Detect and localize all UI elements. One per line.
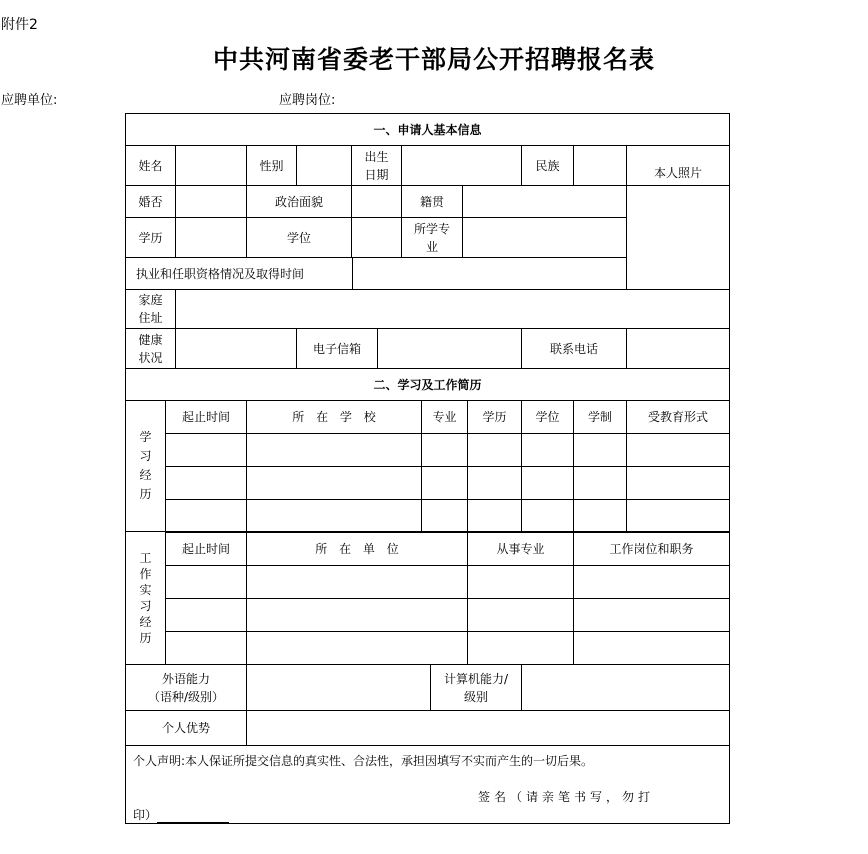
work-cell[interactable] (165, 565, 247, 599)
strengths-label: 个人优势 (125, 710, 247, 746)
ethnicity-label: 民族 (521, 145, 574, 186)
study-experience-label (125, 400, 166, 532)
work-experience-label (125, 531, 166, 665)
education-label: 学历 (125, 217, 176, 258)
study-cell[interactable] (626, 466, 730, 500)
study-cell[interactable] (467, 499, 522, 533)
marital-label: 婚否 (125, 185, 176, 218)
qualification-label: 执业和任职资格情况及取得时间 (125, 257, 353, 290)
study-cell[interactable] (467, 466, 522, 500)
study-header-length: 学制 (573, 400, 627, 434)
work-cell[interactable] (246, 631, 468, 665)
major-label: 所学专 业 (401, 217, 463, 258)
study-cell[interactable] (421, 466, 468, 500)
study-header-education: 学历 (467, 400, 522, 434)
personal-statement (125, 745, 730, 824)
photo-field[interactable] (626, 185, 730, 290)
major-field[interactable] (462, 217, 627, 258)
section2-title: 二、学习及工作简历 (125, 368, 730, 401)
signature-end-text: 印） (133, 808, 158, 822)
study-cell[interactable] (165, 433, 247, 467)
work-experience-text: 工作实习经历 (139, 551, 152, 645)
study-cell[interactable] (421, 499, 468, 533)
qualification-field[interactable] (352, 257, 627, 290)
study-cell[interactable] (421, 433, 468, 467)
email-label: 电子信箱 (296, 328, 378, 369)
work-cell[interactable] (573, 631, 730, 665)
study-cell[interactable] (467, 433, 522, 467)
health-field[interactable] (175, 328, 297, 369)
birth-date-label: 出生 日期 (351, 145, 402, 186)
photo-label: 本人照片 (626, 145, 730, 186)
work-cell[interactable] (467, 631, 574, 665)
work-cell[interactable] (467, 565, 574, 599)
degree-label: 学位 (246, 217, 352, 258)
degree-field[interactable] (351, 217, 402, 258)
form-title: 中共河南省委老干部局公开招聘报名表 (212, 45, 655, 74)
study-cell[interactable] (246, 466, 422, 500)
phone-field[interactable] (626, 328, 730, 369)
work-cell[interactable] (467, 598, 574, 632)
study-cell[interactable] (626, 433, 730, 467)
computer-field[interactable] (521, 664, 730, 711)
work-cell[interactable] (246, 565, 468, 599)
signature-label: 签名（请亲笔书写，勿打 (478, 790, 655, 804)
native-place-field[interactable] (462, 185, 627, 218)
study-cell[interactable] (165, 466, 247, 500)
signature-field[interactable] (157, 810, 229, 823)
apply-post-label: 应聘岗位: (279, 93, 336, 108)
study-cell[interactable] (165, 499, 247, 533)
study-cell[interactable] (521, 466, 574, 500)
study-cell[interactable] (626, 499, 730, 533)
study-cell[interactable] (573, 433, 627, 467)
email-field[interactable] (377, 328, 522, 369)
work-cell[interactable] (246, 598, 468, 632)
work-cell[interactable] (573, 598, 730, 632)
study-header-period: 起止时间 (165, 400, 247, 434)
gender-label: 性别 (246, 145, 297, 186)
language-label: 外语能力 （语种/级别） (125, 664, 247, 711)
ethnicity-field[interactable] (573, 145, 627, 186)
work-header-position: 工作岗位和职务 (573, 531, 730, 566)
study-header-degree: 学位 (521, 400, 574, 434)
name-field[interactable] (175, 145, 247, 186)
address-label: 家庭 住址 (125, 289, 176, 329)
name-label: 姓名 (125, 145, 176, 186)
birth-date-field[interactable] (401, 145, 522, 186)
strengths-field[interactable] (246, 710, 730, 746)
study-cell[interactable] (246, 499, 422, 533)
study-cell[interactable] (246, 433, 422, 467)
work-cell[interactable] (165, 631, 247, 665)
political-label: 政治面貌 (246, 185, 352, 218)
work-cell[interactable] (165, 598, 247, 632)
address-field[interactable] (175, 289, 730, 329)
native-place-label: 籍贯 (401, 185, 463, 218)
health-label: 健康 状况 (125, 328, 176, 369)
work-header-period: 起止时间 (165, 531, 247, 566)
study-cell[interactable] (521, 433, 574, 467)
education-field[interactable] (175, 217, 247, 258)
attachment-label: 附件2 (1, 17, 38, 33)
signature-line (133, 806, 229, 823)
computer-label: 计算机能力/ 级别 (430, 664, 522, 711)
gender-field[interactable] (296, 145, 352, 186)
language-field[interactable] (246, 664, 431, 711)
work-header-field: 从事专业 (467, 531, 574, 566)
apply-unit-label: 应聘单位: (1, 93, 58, 108)
study-cell[interactable] (573, 499, 627, 533)
phone-label: 联系电话 (521, 328, 627, 369)
work-header-unit: 所 在 单 位 (246, 531, 468, 566)
political-field[interactable] (351, 185, 402, 218)
study-header-major: 专业 (421, 400, 468, 434)
study-experience-text: 学习经历 (139, 430, 152, 501)
study-header-school: 所 在 学 校 (246, 400, 422, 434)
statement-text: 个人声明:本人保证所提交信息的真实性、合法性，承担因填写不实而产生的一切后果。 (133, 754, 594, 768)
study-header-form: 受教育形式 (626, 400, 730, 434)
marital-field[interactable] (175, 185, 247, 218)
section1-title: 一、申请人基本信息 (125, 113, 730, 146)
study-cell[interactable] (573, 466, 627, 500)
study-cell[interactable] (521, 499, 574, 533)
work-cell[interactable] (573, 565, 730, 599)
